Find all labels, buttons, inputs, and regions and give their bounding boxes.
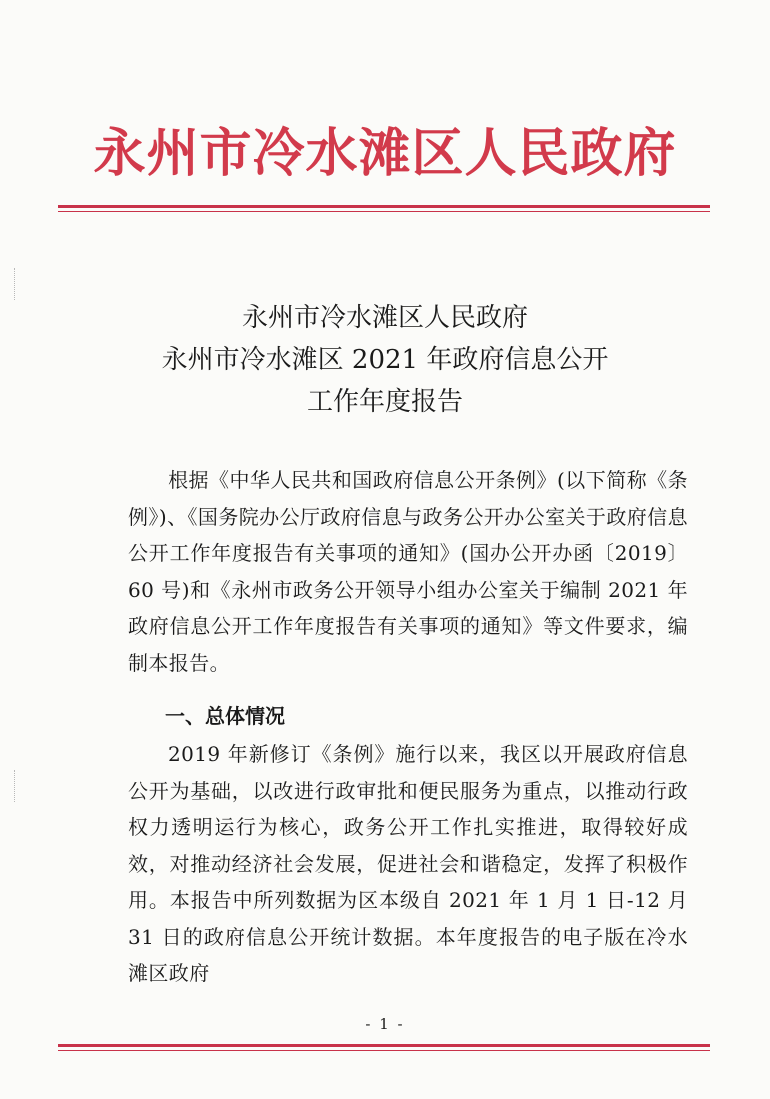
footer-red-rule <box>58 1044 710 1051</box>
section-heading: 一、总体情况 <box>165 704 285 728</box>
title-line: 永州市冷水滩区 2021 年政府信息公开 <box>161 345 609 375</box>
binding-mark <box>14 268 21 300</box>
intro-paragraph <box>128 462 688 681</box>
page-number: - 1 - <box>365 1015 405 1033</box>
title-line: 永州市冷水滩区人民政府 <box>241 303 528 333</box>
letterhead-red-rule <box>58 205 710 212</box>
section1-paragraph <box>128 736 688 992</box>
intro-paragraph-text: 根据《中华人民共和国政府信息公开条例》(以下简称《条例》)、《国务院办公厅政府信息与政务公开办公室关于政府信息公开工作年度报告有关事项的通知》(国办公开办函〔2019〕60 号)和《永州市政务公开领导小组办公室关于编制 2021 年政府信息公开工作年度报告有关事项的通知》等文件要求，编制本报告。 <box>128 468 688 675</box>
section1-paragraph-text: 2019 年新修订《条例》施行以来，我区以开展政府信息公开为基础，以改进行政审批和便民服务为重点，以推动行政权力透明运行为核心，政务公开工作扎实推进，取得较好成效，对推动经济社会发展，促进社会和谐稳定，发挥了积极作用。本报告中所列数据为区本级自 2021 年 1 月 1 日-12 月 31 日的政府信息公开统计数据。本年度报告的电子版在冷水滩区政府 <box>128 742 688 985</box>
document-title <box>100 297 670 423</box>
letterhead-title: 永州市冷水滩区人民政府 <box>93 123 677 184</box>
title-line: 工作年度报告 <box>306 387 463 417</box>
binding-mark <box>14 770 21 802</box>
